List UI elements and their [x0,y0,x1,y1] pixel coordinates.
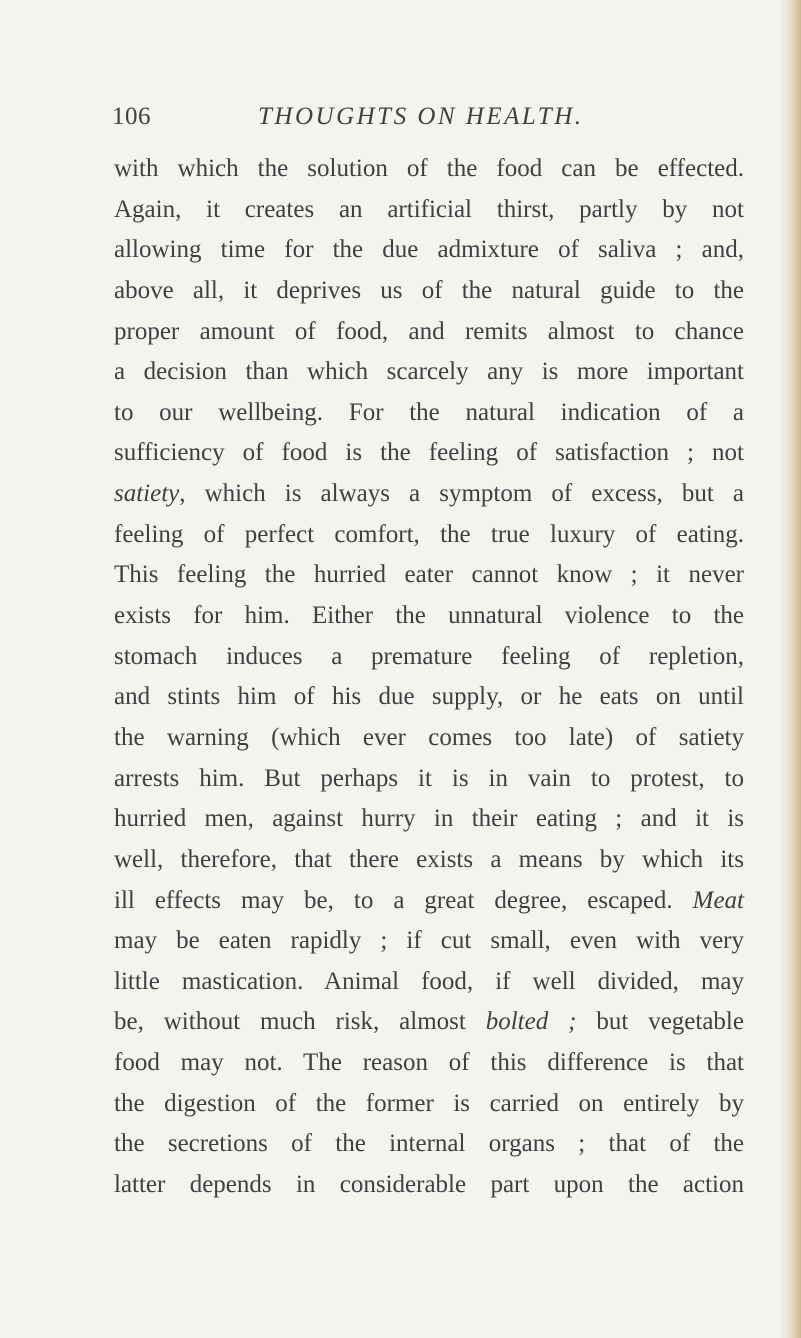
text-line: with which the solution of the food can be effected. [114,155,744,182]
text-line: little mastication. Animal food, if well divided, may [114,967,744,995]
text-line: the warning (which ever comes too late) of satiety [114,723,744,751]
text-line: ill effects may be, to a great degree, escaped. Meat [114,886,744,914]
text-line: feeling of perfect comfort, the true luxury of eating. [114,520,744,548]
italic-word-satiety: satiety [114,480,180,508]
italic-word-bolted: bolted ; [485,1008,577,1036]
text-line: This feeling the hurried eater cannot know ; it never [114,561,744,589]
text-line: allowing time for the due admixture of saliva ; and, [114,236,744,264]
page-header [112,103,712,143]
text-line: stomach induces a premature feeling of repletion, [114,642,744,670]
text-line: to our wellbeing. For the natural indication of a [114,398,744,426]
text-line: latter depends in considerable part upon the action [114,1171,744,1199]
body-paragraph [114,149,744,1206]
text-line: the digestion of the former is carried on entirely by [114,1089,744,1117]
text-line: be, without much risk, almost bolted ; but vegetable [114,1008,744,1036]
text-line: the secretions of the internal organs ; that of the [114,1130,744,1158]
running-title: THOUGHTS ON HEALTH. [258,103,584,130]
text-line: proper amount of food, and remits almost to chance [114,317,744,345]
text-line: exists for him. Either the unnatural violence to the [114,602,744,630]
text-line: and stints him of his due supply, or he eats on until [114,683,744,711]
text-line: well, therefore, that there exists a means by which its [114,845,744,873]
text-line: satiety, which is always a symptom of excess, but a [114,480,744,508]
text-line: arrests him. But perhaps it is in vain to protest, to [114,764,744,792]
page-edge-shadow [779,0,801,1338]
text-line: may be eaten rapidly ; if cut small, even with very [114,927,744,955]
text-line: hurried men, against hurry in their eating ; and it is [114,805,744,833]
text-line: food may not. The reason of this difference is that [114,1049,744,1077]
text-line: Again, it creates an artificial thirst, partly by not [114,195,744,223]
text-line: sufficiency of food is the feeling of satisfaction ; not [114,439,744,467]
text-line: a decision than which scarcely any is more important [114,358,744,386]
italic-word-meat: Meat [692,886,744,914]
page-number: 106 [112,103,151,130]
text-line: above all, it deprives us of the natural guide to the [114,276,744,304]
